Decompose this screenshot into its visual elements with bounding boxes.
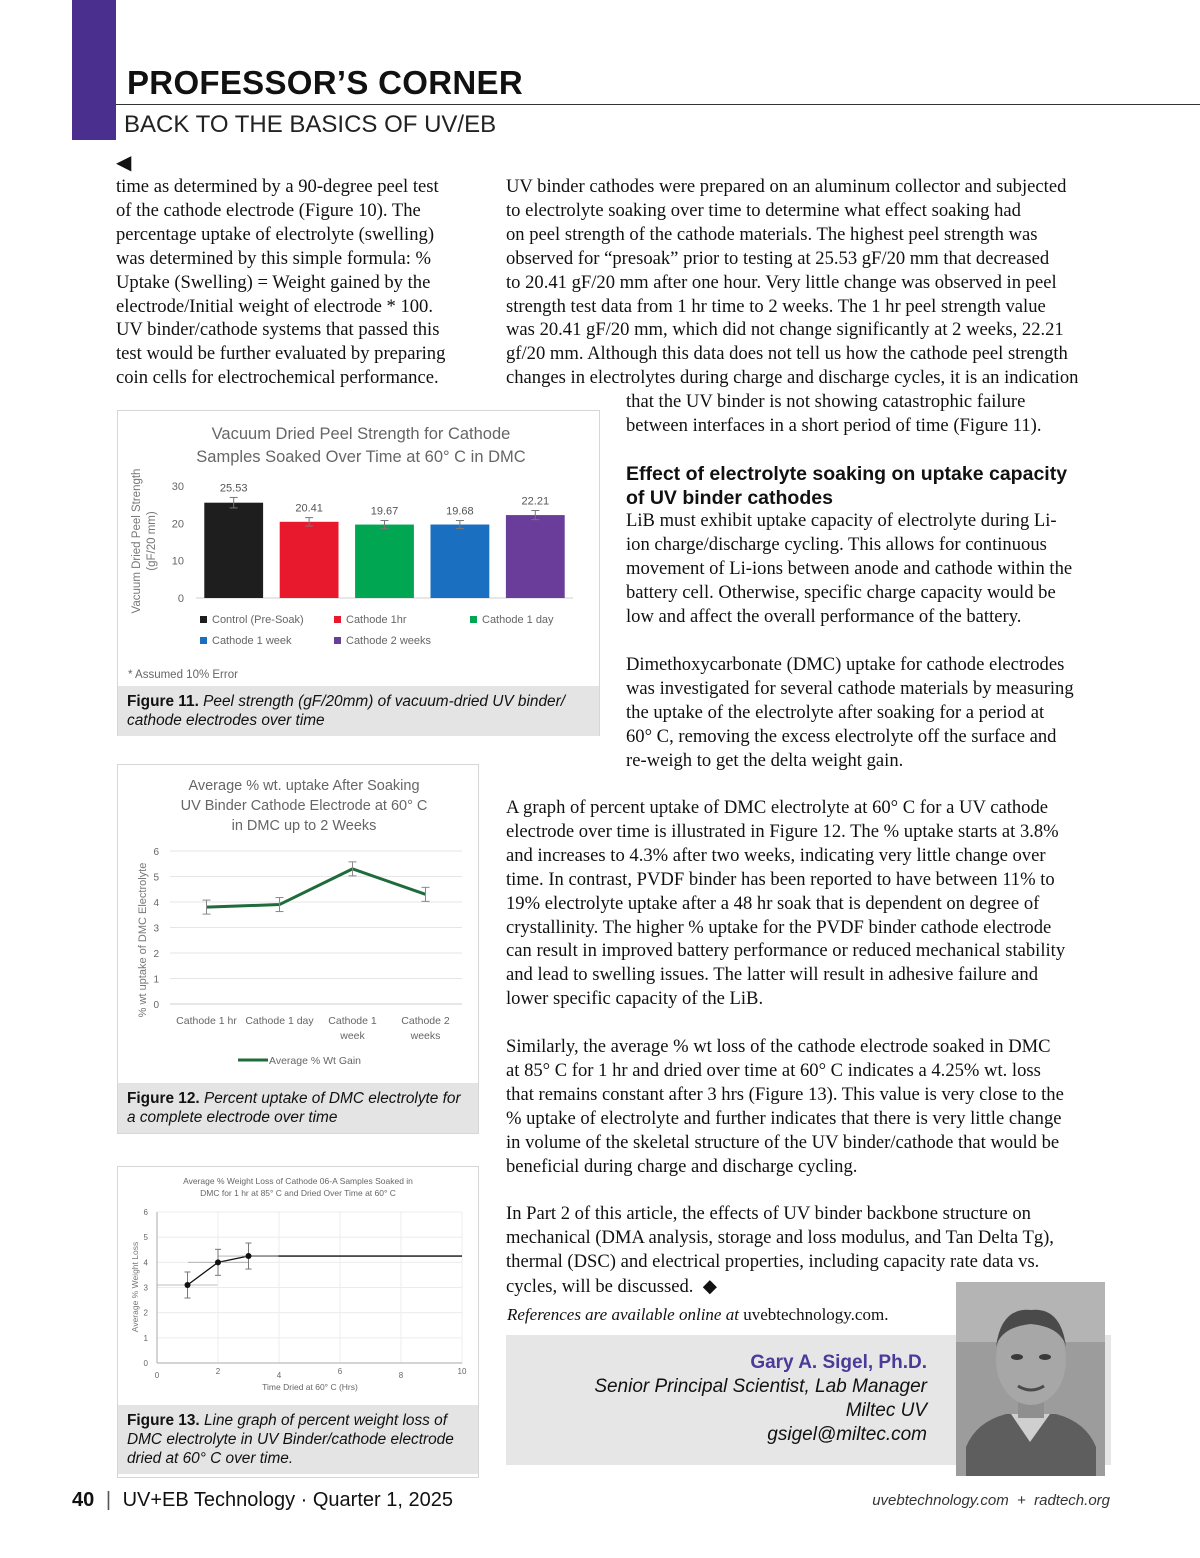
series-line [207,869,426,907]
legend-label: Average % Wt Gain [269,1055,362,1067]
x-tick-label: Cathode 1 day [245,1015,314,1027]
data-point [215,1259,221,1265]
references-label: References are available online at [507,1305,739,1324]
author-name: Gary A. Sigel, Ph.D. [750,1352,927,1373]
x-tick-label: 10 [457,1367,467,1376]
data-label: 25.53 [219,482,248,495]
figure-13-chart [118,1167,478,1405]
text-line: changes in electrolytes during charge and discharge cycles, it is an indication [506,367,1079,389]
text-line: thermal (DSC) and electrical properties, including capacity rate data vs. [506,1250,1040,1272]
x-tick-label: 0 [154,1371,160,1380]
text-line: to 20.41 gF/20 mm after one hour. Very little change was observed in peel [506,271,1057,293]
legend-label: Cathode 2 weeks [346,635,431,647]
references-link[interactable]: uvebtechnology.com. [743,1305,889,1324]
figure-11-chart [118,411,599,687]
y-tick-label: 5 [153,872,159,884]
text-line: and increases to 4.3% after two weeks, indicating very little change over [506,844,1046,866]
data-label: 19.68 [446,505,474,518]
legend-swatch [334,616,341,623]
text-line: between interfaces in a short period of time (Figure 11). [626,414,1042,436]
header-divider [116,104,1200,105]
section-heading [626,462,1146,510]
right-narrow-text-3 [626,653,1146,773]
legend-label: Cathode 1 day [482,614,554,626]
x-tick-label: weeks [410,1030,441,1042]
left-column-text [116,175,496,390]
section-heading-line: Effect of electrolyte soaking on uptake capacity [626,463,1068,485]
section-heading-line: of UV binder cathodes [626,487,833,509]
data-point [185,1282,191,1288]
text-line: Uptake (Swelling) = Weight gained by the [116,271,431,293]
page-subtitle: BACK TO THE BASICS OF UV/EB [124,111,497,138]
text-line: A graph of percent uptake of DMC electrolyte at 60° C for a UV cathode [506,797,1049,818]
legend-swatch [200,637,207,644]
text-line: was investigated for several cathode materials by measuring [626,677,1074,699]
text-line: % uptake of electrolyte and further indicates that there is very little change [506,1107,1062,1129]
chart-title: Vacuum Dried Peel Strength for Cathode [211,425,511,443]
text-line: crystallinity. The higher % uptake for the PVDF binder cathode electrode [506,916,1052,938]
series-line [188,1256,463,1285]
text-line: coin cells for electrochemical performance. [116,367,439,389]
y-tick-label: 0 [177,593,184,605]
chart-title: Samples Soaked Over Time at 60° C in DMC [196,448,526,466]
y-axis-label: Vacuum Dried Peel Strength [131,468,143,614]
y-tick-label: 1 [143,1333,148,1343]
text-line: beneficial during charge and discharge cycling. [506,1155,858,1177]
chart-title: DMC for 1 hr at 85° C and Dried Over Time at 60° C [200,1188,396,1198]
legend-label: Cathode 1hr [346,614,407,626]
text-line: time as determined by a 90-degree peel test [116,176,439,197]
chart-footnote: * Assumed 10% Error [128,669,238,681]
right-narrow-text-1 [626,390,1146,438]
text-line: test would be further evaluated by preparing [116,343,446,365]
text-line: observed for “presoak” prior to testing at 25.53 gF/20 mm that decreased [506,247,1050,269]
x-tick-label: 2 [215,1367,221,1376]
text-line: LiB must exhibit uptake capacity of electrolyte during Li- [626,510,1057,531]
y-tick-label: 4 [153,898,159,909]
x-tick-label: Cathode 2 [401,1015,450,1027]
text-line: 19% electrolyte uptake after a 48 hr soak that is dependent on degree of [506,892,1040,914]
y-axis-label: % wt uptake of DMC Electrolyte [137,862,149,1018]
right-narrow-text-2 [626,509,1146,629]
author-info [520,1351,927,1447]
y-tick-label: 20 [171,518,184,531]
y-tick-label: 6 [143,1208,148,1217]
y-tick-label: 3 [153,923,159,935]
right-wide-text-1 [506,796,1146,1011]
author-company: Miltec UV [845,1400,927,1421]
text-line: electrode/Initial weight of electrode * 100. [116,295,434,317]
x-tick-label: 8 [398,1371,404,1380]
y-tick-label: 5 [143,1233,148,1243]
caption-text: Line graph of percent weight loss of DMC electrolyte in UV Binder/cathode electrode dried at 60° C over time. [127,1412,454,1467]
page-number: 40 [72,1489,95,1511]
end-mark-icon: ◆ [702,1274,718,1296]
x-tick-label: Cathode 1 [328,1015,377,1027]
text-line: strength test data from 1 hr time to 2 weeks. The 1 hr peel strength value [506,295,1046,317]
text-line: can result in improved battery performance or reduced mechanical stability [506,940,1066,962]
text-line: battery cell. Otherwise, specific charge capacity would be [626,581,1056,603]
chart-title: Average % Weight Loss of Cathode 06-A Samples Soaked in [183,1176,413,1186]
text-line-end: cycles, will be discussed. [506,1275,694,1297]
bar [430,525,489,598]
y-tick-label: 10 [171,555,184,568]
y-axis-label: (gF/20 mm) [146,511,158,571]
data-point [246,1253,252,1259]
x-tick-label: 4 [276,1371,282,1380]
text-line: was determined by this simple formula: % [116,247,431,269]
author-title: Senior Principal Scientist, Lab Manager [594,1376,927,1397]
chart-title: Average % wt. uptake After Soaking [188,778,420,794]
footer-left [72,1489,453,1512]
figure-11 [117,410,600,736]
legend-label: Control (Pre-Soak) [212,614,304,626]
y-tick-label: 4 [143,1258,148,1268]
x-tick-label: 6 [337,1367,343,1376]
text-line: to electrolyte soaking over time to determine what effect soaking had [506,199,1021,221]
text-line: 60° C, removing the excess electrolyte off the surface and [626,725,1057,747]
text-line: Similarly, the average % wt loss of the cathode electrode soaked in DMC [506,1036,1051,1057]
text-line: movement of Li-ions between anode and cathode within the [626,557,1073,579]
figure-12 [117,764,479,1134]
text-line: in volume of the skeletal structure of the UV binder/cathode that would be [506,1131,1060,1153]
chart-title: UV Binder Cathode Electrode at 60° C [180,798,428,814]
y-axis-label: Average % Weight Loss [130,1241,140,1333]
y-tick-label: 6 [153,847,159,858]
bar [355,525,414,598]
y-tick-label: 3 [143,1283,148,1293]
author-portrait-image [956,1282,1105,1476]
data-label: 19.67 [370,505,399,518]
text-line: In Part 2 of this article, the effects of UV binder backbone structure on [506,1203,1031,1224]
legend-swatch [470,616,477,623]
page-title: PROFESSOR’S CORNER [127,64,523,101]
bar [506,515,565,598]
author-photo [956,1282,1105,1476]
caption-text: Percent uptake of DMC electrolyte for a complete electrode over time [127,1090,461,1126]
bar [280,522,339,598]
text-line: lower specific capacity of the LiB. [506,988,764,1010]
text-line: time. In contrast, PVDF binder has been reported to have between 11% to [506,868,1055,890]
text-line: mechanical (DMA analysis, storage and loss modulus, and Tan Delta Tg), [506,1226,1054,1248]
right-column-text-top [506,175,1146,390]
author-email[interactable]: gsigel@miltec.com [767,1424,927,1445]
text-line: of the cathode electrode (Figure 10). The [116,199,421,221]
caption-label: Figure 13. [127,1412,200,1429]
y-tick-label: 0 [143,1359,148,1368]
bar [204,503,263,598]
x-tick-label: week [340,1030,365,1042]
text-line: that remains constant after 3 hrs (Figure 13). This value is very close to the [506,1083,1064,1105]
figure-11-caption [118,686,599,736]
chart-title: in DMC up to 2 Weeks [231,818,377,834]
legend-label: Cathode 1 week [212,635,292,647]
back-arrow-icon[interactable]: ◀ [116,152,132,174]
footer-separator: | [105,1489,112,1511]
text-line: and lead to swelling issues. The latter will result in adhesive failure and [506,964,1039,986]
figure-12-chart [118,765,478,1083]
text-line: electrode over time is illustrated in Figure 12. The % uptake starts at 3.8% [506,820,1059,842]
figure-12-caption [118,1083,478,1133]
data-label: 20.41 [295,502,323,515]
y-tick-label: 0 [153,1000,159,1011]
text-line: the uptake of the electrolyte after soaking for a period at [626,701,1045,723]
x-axis-label: Time Dried at 60° C (Hrs) [262,1382,358,1392]
right-wide-text-2 [506,1035,1146,1178]
text-line: percentage uptake of electrolyte (swelling) [116,223,435,245]
text-line: at 85° C for 1 hr and dried over time at 60° C indicates a 4.25% wt. loss [506,1059,1041,1081]
data-label: 22.21 [521,495,550,508]
caption-text: Peel strength (gF/20mm) of vacuum-dried UV binder/ cathode electrodes over time [127,693,565,729]
text-line: that the UV binder is not showing catastrophic failure [626,391,1026,412]
references-note [507,1305,888,1325]
y-tick-label: 2 [143,1308,148,1318]
caption-label: Figure 11. [127,693,199,710]
legend-swatch [334,637,341,644]
y-tick-label: 30 [171,481,184,493]
text-line: UV binder/cathode systems that passed this [116,319,440,341]
text-line: ion charge/discharge cycling. This allows for continuous [626,533,1047,555]
text-line: gf/20 mm. Although this data does not tell us how the cathode peel strength [506,343,1068,365]
figure-13-caption [118,1405,478,1474]
x-tick-label: Cathode 1 hr [176,1015,237,1027]
text-line: re-weigh to get the delta weight gain. [626,749,904,771]
y-tick-label: 1 [153,974,159,986]
legend-swatch [200,616,207,623]
header-accent-bar [72,0,116,140]
footer-sites[interactable]: uvebtechnology.com + radtech.org [872,1492,1110,1509]
text-line: Dimethoxycarbonate (DMC) uptake for cathode electrodes [626,654,1065,675]
y-tick-label: 2 [153,949,159,960]
caption-label: Figure 12. [127,1090,200,1107]
text-line: low and affect the overall performance of the battery. [626,605,1022,627]
figure-13 [117,1166,479,1478]
text-line: UV binder cathodes were prepared on an aluminum collector and subjected [506,176,1067,197]
publication-name: UV+EB Technology · Quarter 1, 2025 [122,1489,453,1511]
text-line: on peel strength of the cathode materials. The highest peel strength was [506,223,1038,245]
text-line: was 20.41 gF/20 mm, which did not change significantly at 2 weeks, 22.21 [506,319,1064,341]
